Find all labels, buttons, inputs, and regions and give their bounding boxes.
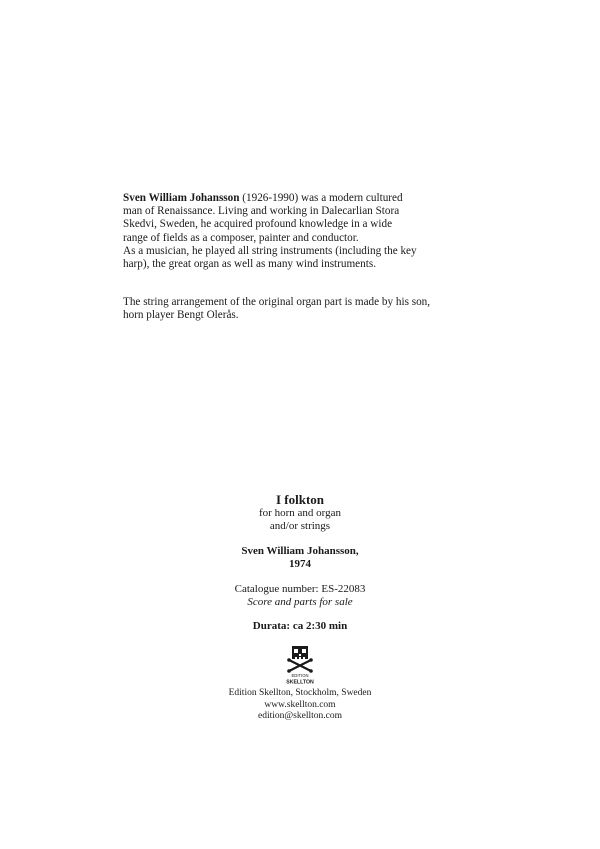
sale-note: Score and parts for sale <box>247 596 353 608</box>
catalogue-info <box>150 583 450 609</box>
publisher-website[interactable]: www.skellton.com <box>264 699 336 710</box>
catalogue-number: Catalogue number: ES-22083 <box>234 583 366 595</box>
bio-line-1 <box>123 192 523 205</box>
subtitle-line-2: and/or strings <box>269 520 331 532</box>
publisher-info <box>150 688 450 723</box>
bio-line-1-rest: (1926-1990) was a modern cultured <box>239 192 403 204</box>
bio-line-2: man of Renaissance. Living and working in Dalecarlian Stora <box>123 205 400 218</box>
logo-text-top: EDITION <box>291 673 309 678</box>
composer-name: Sven William Johansson <box>123 192 240 204</box>
composer-credit-name: Sven William Johansson, <box>241 545 359 557</box>
bio-line-4: range of fields as a composer, painter and conductor. <box>123 231 359 244</box>
arrangement-line-2: horn player Bengt Olerås. <box>123 309 239 322</box>
bio-line-5: As a musician, he played all string instruments (including the key <box>123 244 417 257</box>
composition-year: 1974 <box>289 558 311 570</box>
skull-crossbones-logo-icon <box>280 645 320 685</box>
logo-text-bottom: SKELLTON <box>286 679 314 685</box>
bio-line-6: harp), the great organ as well as many wind instruments. <box>123 258 377 271</box>
composer-biography <box>123 192 523 271</box>
arrangement-note <box>123 296 543 322</box>
publisher-address: Edition Skellton, Stockholm, Sweden <box>228 688 372 698</box>
durata: Durata: ca 2:30 min <box>252 620 348 632</box>
subtitle-line-1: for horn and organ <box>259 507 341 519</box>
work-title: I folkton <box>275 492 325 507</box>
composer-credit <box>150 545 450 571</box>
publisher-email[interactable]: edition@skellton.com <box>258 711 342 721</box>
work-subtitle <box>150 507 450 533</box>
bio-line-3: Skedvi, Sweden, he acquired profound knowledge in a wide <box>123 218 393 231</box>
arrangement-line-1: The string arrangement of the original organ part is made by his son, <box>123 296 431 308</box>
